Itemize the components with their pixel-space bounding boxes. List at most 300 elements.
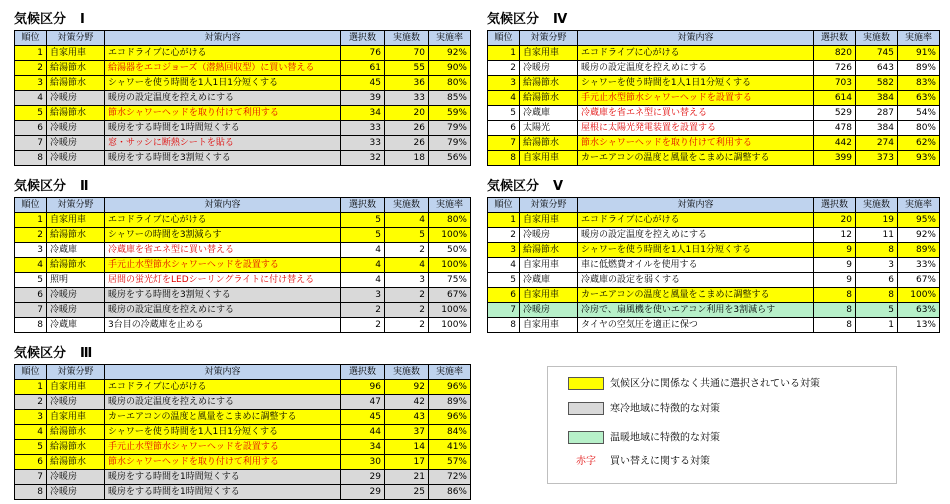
- field-cell: 照明: [47, 273, 105, 288]
- selected-count: 29: [341, 470, 385, 485]
- measure-cell: 冷蔵庫を省エネ型に買い替える: [105, 243, 341, 258]
- table-row: [15, 213, 471, 228]
- field-cell: 自家用車: [520, 288, 578, 303]
- rate-cell: 63%: [898, 303, 940, 318]
- selected-count: 4: [341, 273, 385, 288]
- measure-cell: 窓・サッシに断熱シートを貼る: [105, 136, 341, 151]
- rate-cell: 100%: [429, 228, 471, 243]
- measure-cell: エコドライブに心がける: [578, 46, 814, 61]
- selected-count: 9: [814, 273, 856, 288]
- rate-cell: 79%: [429, 136, 471, 151]
- region-2: [14, 179, 471, 333]
- rank-cell: 3: [488, 76, 520, 91]
- implemented-count: 5: [385, 228, 429, 243]
- green-swatch: [568, 431, 604, 444]
- selected-count: 2: [341, 318, 385, 333]
- implemented-count: 36: [385, 76, 429, 91]
- implemented-count: 14: [385, 440, 429, 455]
- measure-cell: カーエアコンの温度と風量をこまめに調整する: [105, 410, 341, 425]
- rank-cell: 7: [15, 470, 47, 485]
- selected-count: 2: [341, 303, 385, 318]
- measure-cell: エコドライブに心がける: [578, 213, 814, 228]
- measure-cell: シャワーの時間を3割減らす: [105, 228, 341, 243]
- rate-cell: 59%: [429, 106, 471, 121]
- header-field: 対策分野: [47, 198, 105, 213]
- rate-cell: 96%: [429, 380, 471, 395]
- measure-cell: エコドライブに心がける: [105, 213, 341, 228]
- measure-cell: シャワーを使う時間を1人1日1分短くする: [105, 425, 341, 440]
- measure-cell: 屋根に太陽光発電装置を設置する: [578, 121, 814, 136]
- field-cell: 自家用車: [520, 151, 578, 166]
- measure-cell: タイヤの空気圧を適正に保つ: [578, 318, 814, 333]
- selected-count: 4: [341, 243, 385, 258]
- rank-cell: 3: [15, 243, 47, 258]
- measure-cell: 手元止水型節水シャワーヘッドを設置する: [578, 91, 814, 106]
- rate-cell: 96%: [429, 410, 471, 425]
- rate-cell: 100%: [429, 303, 471, 318]
- header-field: 対策分野: [520, 31, 578, 46]
- implemented-count: 6: [856, 273, 898, 288]
- table-row: [15, 485, 471, 500]
- field-cell: 太陽光: [520, 121, 578, 136]
- rank-cell: 2: [15, 395, 47, 410]
- implemented-count: 4: [385, 258, 429, 273]
- rank-cell: 2: [15, 228, 47, 243]
- selected-count: 20: [814, 213, 856, 228]
- field-cell: 自家用車: [520, 46, 578, 61]
- table-row: [15, 106, 471, 121]
- header-selected: 選択数: [341, 198, 385, 213]
- measure-cell: 暖房をする時間を3割短くする: [105, 288, 341, 303]
- selected-count: 529: [814, 106, 856, 121]
- rate-cell: 41%: [429, 440, 471, 455]
- rank-cell: 4: [15, 258, 47, 273]
- header-row: [488, 31, 940, 46]
- field-cell: 冷蔵庫: [47, 243, 105, 258]
- rank-cell: 6: [15, 455, 47, 470]
- table-row: [15, 91, 471, 106]
- header-rate: 実施率: [429, 31, 471, 46]
- selected-count: 30: [341, 455, 385, 470]
- header-implemented: 実施数: [856, 198, 898, 213]
- region-title: 気候区分 Ⅲ: [14, 346, 94, 361]
- header-rank: 順位: [15, 365, 47, 380]
- table-row: [488, 288, 940, 303]
- implemented-count: 33: [385, 91, 429, 106]
- implemented-count: 384: [856, 121, 898, 136]
- rate-cell: 100%: [429, 258, 471, 273]
- region-title: 気候区分 Ⅳ: [487, 12, 569, 27]
- selected-count: 4: [341, 258, 385, 273]
- table-row: [15, 136, 471, 151]
- implemented-count: 2: [385, 243, 429, 258]
- header-implemented: 実施数: [385, 198, 429, 213]
- rate-cell: 80%: [898, 121, 940, 136]
- implemented-count: 26: [385, 136, 429, 151]
- field-cell: 冷暖房: [47, 288, 105, 303]
- region-4: [487, 12, 940, 166]
- measure-cell: 暖房の設定温度を控えめにする: [105, 395, 341, 410]
- implemented-count: 2: [385, 303, 429, 318]
- table-row: [488, 258, 940, 273]
- rank-cell: 5: [488, 273, 520, 288]
- field-cell: 自家用車: [520, 258, 578, 273]
- measure-cell: 冷房で、扇風機を使いエアコン利用を3割減らす: [578, 303, 814, 318]
- table-row: [15, 273, 471, 288]
- implemented-count: 2: [385, 318, 429, 333]
- field-cell: 冷暖房: [47, 91, 105, 106]
- rate-cell: 100%: [898, 288, 940, 303]
- measure-cell: 手元止水型節水シャワーヘッドを設置する: [105, 258, 341, 273]
- rate-cell: 56%: [429, 151, 471, 166]
- table-row: [15, 121, 471, 136]
- implemented-count: 20: [385, 106, 429, 121]
- selected-count: 34: [341, 440, 385, 455]
- table-row: [15, 410, 471, 425]
- implemented-count: 274: [856, 136, 898, 151]
- selected-count: 34: [341, 106, 385, 121]
- table-row: [488, 151, 940, 166]
- table-row: [15, 470, 471, 485]
- table-row: [15, 425, 471, 440]
- implemented-count: 745: [856, 46, 898, 61]
- selected-count: 9: [814, 258, 856, 273]
- selected-count: 76: [341, 46, 385, 61]
- rate-cell: 63%: [898, 91, 940, 106]
- selected-count: 45: [341, 76, 385, 91]
- implemented-count: 5: [856, 303, 898, 318]
- selected-count: 32: [341, 151, 385, 166]
- rate-cell: 84%: [429, 425, 471, 440]
- field-cell: 自家用車: [47, 410, 105, 425]
- implemented-count: 21: [385, 470, 429, 485]
- implemented-count: 70: [385, 46, 429, 61]
- field-cell: 給湯節水: [520, 136, 578, 151]
- table-row: [488, 213, 940, 228]
- rate-cell: 80%: [429, 213, 471, 228]
- selected-count: 8: [814, 303, 856, 318]
- header-rank: 順位: [488, 198, 520, 213]
- measure-cell: 暖房の設定温度を控えめにする: [578, 61, 814, 76]
- table-row: [488, 91, 940, 106]
- region-title: 気候区分 Ⅴ: [487, 179, 565, 194]
- rate-cell: 33%: [898, 258, 940, 273]
- table-row: [488, 46, 940, 61]
- implemented-count: 643: [856, 61, 898, 76]
- legend-item-warm: 温暖地域に特徴的な対策: [568, 431, 720, 445]
- field-cell: 自家用車: [520, 213, 578, 228]
- field-cell: 冷暖房: [47, 121, 105, 136]
- header-row: [15, 365, 471, 380]
- rank-cell: 4: [15, 91, 47, 106]
- measure-cell: 暖房をする時間を1時間短くする: [105, 121, 341, 136]
- measure-cell: 居間の蛍光灯をLEDシーリングライトに付け替える: [105, 273, 341, 288]
- header-implemented: 実施数: [856, 31, 898, 46]
- selected-count: 29: [341, 485, 385, 500]
- table-row: [488, 106, 940, 121]
- implemented-count: 3: [856, 258, 898, 273]
- selected-count: 33: [341, 121, 385, 136]
- table-row: [15, 228, 471, 243]
- table-row: [488, 61, 940, 76]
- implemented-count: 42: [385, 395, 429, 410]
- measure-cell: 冷蔵庫を省エネ型に買い替える: [578, 106, 814, 121]
- table-row: [15, 61, 471, 76]
- rank-cell: 8: [488, 151, 520, 166]
- field-cell: 給湯節水: [47, 76, 105, 91]
- field-cell: 給湯節水: [47, 258, 105, 273]
- header-rank: 順位: [15, 198, 47, 213]
- table-row: [488, 303, 940, 318]
- rank-cell: 3: [488, 243, 520, 258]
- selected-count: 45: [341, 410, 385, 425]
- header-rank: 順位: [15, 31, 47, 46]
- rank-cell: 6: [488, 288, 520, 303]
- header-selected: 選択数: [814, 198, 856, 213]
- field-cell: 自家用車: [47, 213, 105, 228]
- rate-cell: 67%: [429, 288, 471, 303]
- field-cell: 冷暖房: [47, 136, 105, 151]
- selected-count: 8: [814, 288, 856, 303]
- table-row: [15, 455, 471, 470]
- header-field: 対策分野: [47, 365, 105, 380]
- header-implemented: 実施数: [385, 365, 429, 380]
- rank-cell: 6: [15, 121, 47, 136]
- rate-cell: 13%: [898, 318, 940, 333]
- legend-item-replacement: 赤字 買い替えに関する対策: [568, 455, 710, 469]
- rank-cell: 3: [15, 410, 47, 425]
- field-cell: 冷暖房: [47, 151, 105, 166]
- table-row: [15, 258, 471, 273]
- rank-cell: 2: [15, 61, 47, 76]
- measure-cell: シャワーを使う時間を1人1日1分短くする: [578, 76, 814, 91]
- selected-count: 5: [341, 228, 385, 243]
- implemented-count: 287: [856, 106, 898, 121]
- measure-cell: カーエアコンの温度と風量をこまめに調整する: [578, 151, 814, 166]
- selected-count: 39: [341, 91, 385, 106]
- rank-cell: 1: [488, 46, 520, 61]
- rate-cell: 89%: [898, 61, 940, 76]
- table-row: [15, 151, 471, 166]
- ranking-table: [487, 197, 940, 333]
- measure-cell: カーエアコンの温度と風量をこまめに調整する: [578, 288, 814, 303]
- rank-cell: 5: [15, 273, 47, 288]
- header-field: 対策分野: [520, 198, 578, 213]
- selected-count: 614: [814, 91, 856, 106]
- measure-cell: 暖房をする時間を1時間短くする: [105, 470, 341, 485]
- header-row: [15, 198, 471, 213]
- measure-cell: エコドライブに心がける: [105, 46, 341, 61]
- selected-count: 44: [341, 425, 385, 440]
- rank-cell: 6: [15, 288, 47, 303]
- measure-cell: 暖房の設定温度を控えめにする: [105, 91, 341, 106]
- rate-cell: 85%: [429, 91, 471, 106]
- rate-cell: 89%: [429, 395, 471, 410]
- implemented-count: 19: [856, 213, 898, 228]
- selected-count: 3: [341, 288, 385, 303]
- region-3: [14, 346, 471, 500]
- implemented-count: 8: [856, 288, 898, 303]
- table-row: [488, 273, 940, 288]
- table-row: [15, 76, 471, 91]
- rank-cell: 7: [15, 136, 47, 151]
- rate-cell: 75%: [429, 273, 471, 288]
- selected-count: 399: [814, 151, 856, 166]
- implemented-count: 26: [385, 121, 429, 136]
- rate-cell: 100%: [429, 318, 471, 333]
- rate-cell: 86%: [429, 485, 471, 500]
- field-cell: 給湯節水: [47, 106, 105, 121]
- header-rank: 順位: [488, 31, 520, 46]
- implemented-count: 55: [385, 61, 429, 76]
- field-cell: 冷蔵庫: [520, 273, 578, 288]
- header-selected: 選択数: [341, 31, 385, 46]
- rank-cell: 8: [15, 318, 47, 333]
- measure-cell: エコドライブに心がける: [105, 380, 341, 395]
- selected-count: 820: [814, 46, 856, 61]
- measure-cell: 手元止水型節水シャワーヘッドを設置する: [105, 440, 341, 455]
- selected-count: 442: [814, 136, 856, 151]
- table-row: [15, 380, 471, 395]
- rate-cell: 72%: [429, 470, 471, 485]
- header-implemented: 実施数: [385, 31, 429, 46]
- implemented-count: 18: [385, 151, 429, 166]
- header-selected: 選択数: [814, 31, 856, 46]
- rate-cell: 80%: [429, 76, 471, 91]
- rank-cell: 1: [488, 213, 520, 228]
- measure-cell: 暖房の設定温度を控えめにする: [105, 303, 341, 318]
- rank-cell: 1: [15, 380, 47, 395]
- measure-cell: 節水シャワーヘッドを取り付けて利用する: [105, 455, 341, 470]
- header-row: [488, 198, 940, 213]
- field-cell: 給湯節水: [520, 91, 578, 106]
- legend-box: [547, 366, 897, 484]
- implemented-count: 2: [385, 288, 429, 303]
- field-cell: 冷暖房: [47, 303, 105, 318]
- ranking-table: [14, 197, 471, 333]
- ranking-table: [14, 30, 471, 166]
- rank-cell: 4: [488, 258, 520, 273]
- measure-cell: シャワーを使う時間を1人1日1分短くする: [105, 76, 341, 91]
- rate-cell: 79%: [429, 121, 471, 136]
- table-row: [15, 303, 471, 318]
- rate-cell: 89%: [898, 243, 940, 258]
- selected-count: 12: [814, 228, 856, 243]
- rate-cell: 50%: [429, 243, 471, 258]
- header-rate: 実施率: [429, 198, 471, 213]
- implemented-count: 11: [856, 228, 898, 243]
- table-row: [15, 318, 471, 333]
- header-row: [15, 31, 471, 46]
- gray-swatch: [568, 402, 604, 415]
- rate-cell: 62%: [898, 136, 940, 151]
- region-5: [487, 179, 940, 333]
- rank-cell: 4: [488, 91, 520, 106]
- field-cell: 冷暖房: [520, 303, 578, 318]
- header-selected: 選択数: [341, 365, 385, 380]
- measure-cell: 節水シャワーヘッドを取り付けて利用する: [578, 136, 814, 151]
- selected-count: 61: [341, 61, 385, 76]
- measure-cell: 節水シャワーヘッドを取り付けて利用する: [105, 106, 341, 121]
- rank-cell: 6: [488, 121, 520, 136]
- implemented-count: 8: [856, 243, 898, 258]
- field-cell: 給湯節水: [47, 425, 105, 440]
- selected-count: 478: [814, 121, 856, 136]
- field-cell: 自家用車: [47, 46, 105, 61]
- rate-cell: 54%: [898, 106, 940, 121]
- legend-item-common: 気候区分に関係なく共通に選択されている対策: [568, 377, 820, 391]
- implemented-count: 43: [385, 410, 429, 425]
- implemented-count: 25: [385, 485, 429, 500]
- field-cell: 自家用車: [47, 380, 105, 395]
- table-row: [15, 440, 471, 455]
- table-row: [15, 395, 471, 410]
- selected-count: 9: [814, 243, 856, 258]
- table-row: [488, 136, 940, 151]
- field-cell: 冷蔵庫: [520, 106, 578, 121]
- measure-cell: シャワーを使う時間を1人1日1分短くする: [578, 243, 814, 258]
- region-title: 気候区分 Ⅱ: [14, 179, 90, 194]
- ranking-table: [487, 30, 940, 166]
- header-rate: 実施率: [429, 365, 471, 380]
- rate-cell: 91%: [898, 46, 940, 61]
- implemented-count: 384: [856, 91, 898, 106]
- rate-cell: 93%: [898, 151, 940, 166]
- selected-count: 8: [814, 318, 856, 333]
- field-cell: 冷暖房: [47, 470, 105, 485]
- rank-cell: 8: [15, 485, 47, 500]
- field-cell: 冷暖房: [520, 61, 578, 76]
- rate-cell: 83%: [898, 76, 940, 91]
- measure-cell: 暖房をする時間を3割短くする: [105, 151, 341, 166]
- field-cell: 冷暖房: [47, 485, 105, 500]
- rank-cell: 3: [15, 76, 47, 91]
- table-row: [15, 46, 471, 61]
- field-cell: 冷暖房: [520, 228, 578, 243]
- rank-cell: 5: [15, 106, 47, 121]
- rate-cell: 57%: [429, 455, 471, 470]
- implemented-count: 37: [385, 425, 429, 440]
- rate-cell: 95%: [898, 213, 940, 228]
- rank-cell: 2: [488, 228, 520, 243]
- rank-cell: 8: [488, 318, 520, 333]
- rank-cell: 1: [15, 46, 47, 61]
- header-measure: 対策内容: [578, 198, 814, 213]
- field-cell: 給湯節水: [520, 243, 578, 258]
- rate-cell: 92%: [429, 46, 471, 61]
- measure-cell: 暖房の設定温度を控えめにする: [578, 228, 814, 243]
- table-row: [488, 76, 940, 91]
- measure-cell: 車に低燃費オイルを使用する: [578, 258, 814, 273]
- field-cell: 冷蔵庫: [47, 318, 105, 333]
- field-cell: 給湯節水: [520, 76, 578, 91]
- rate-cell: 67%: [898, 273, 940, 288]
- measure-cell: 冷蔵庫の設定を弱くする: [578, 273, 814, 288]
- header-rate: 実施率: [898, 198, 940, 213]
- field-cell: 給湯節水: [47, 228, 105, 243]
- red-text-key: 赤字: [576, 456, 596, 467]
- legend-item-cold: 寒冷地域に特徴的な対策: [568, 402, 720, 416]
- header-measure: 対策内容: [105, 198, 341, 213]
- implemented-count: 1: [856, 318, 898, 333]
- rank-cell: 8: [15, 151, 47, 166]
- region-1: [14, 12, 471, 166]
- field-cell: 給湯節水: [47, 61, 105, 76]
- rank-cell: 7: [15, 303, 47, 318]
- rate-cell: 92%: [898, 228, 940, 243]
- table-row: [488, 121, 940, 136]
- rate-cell: 90%: [429, 61, 471, 76]
